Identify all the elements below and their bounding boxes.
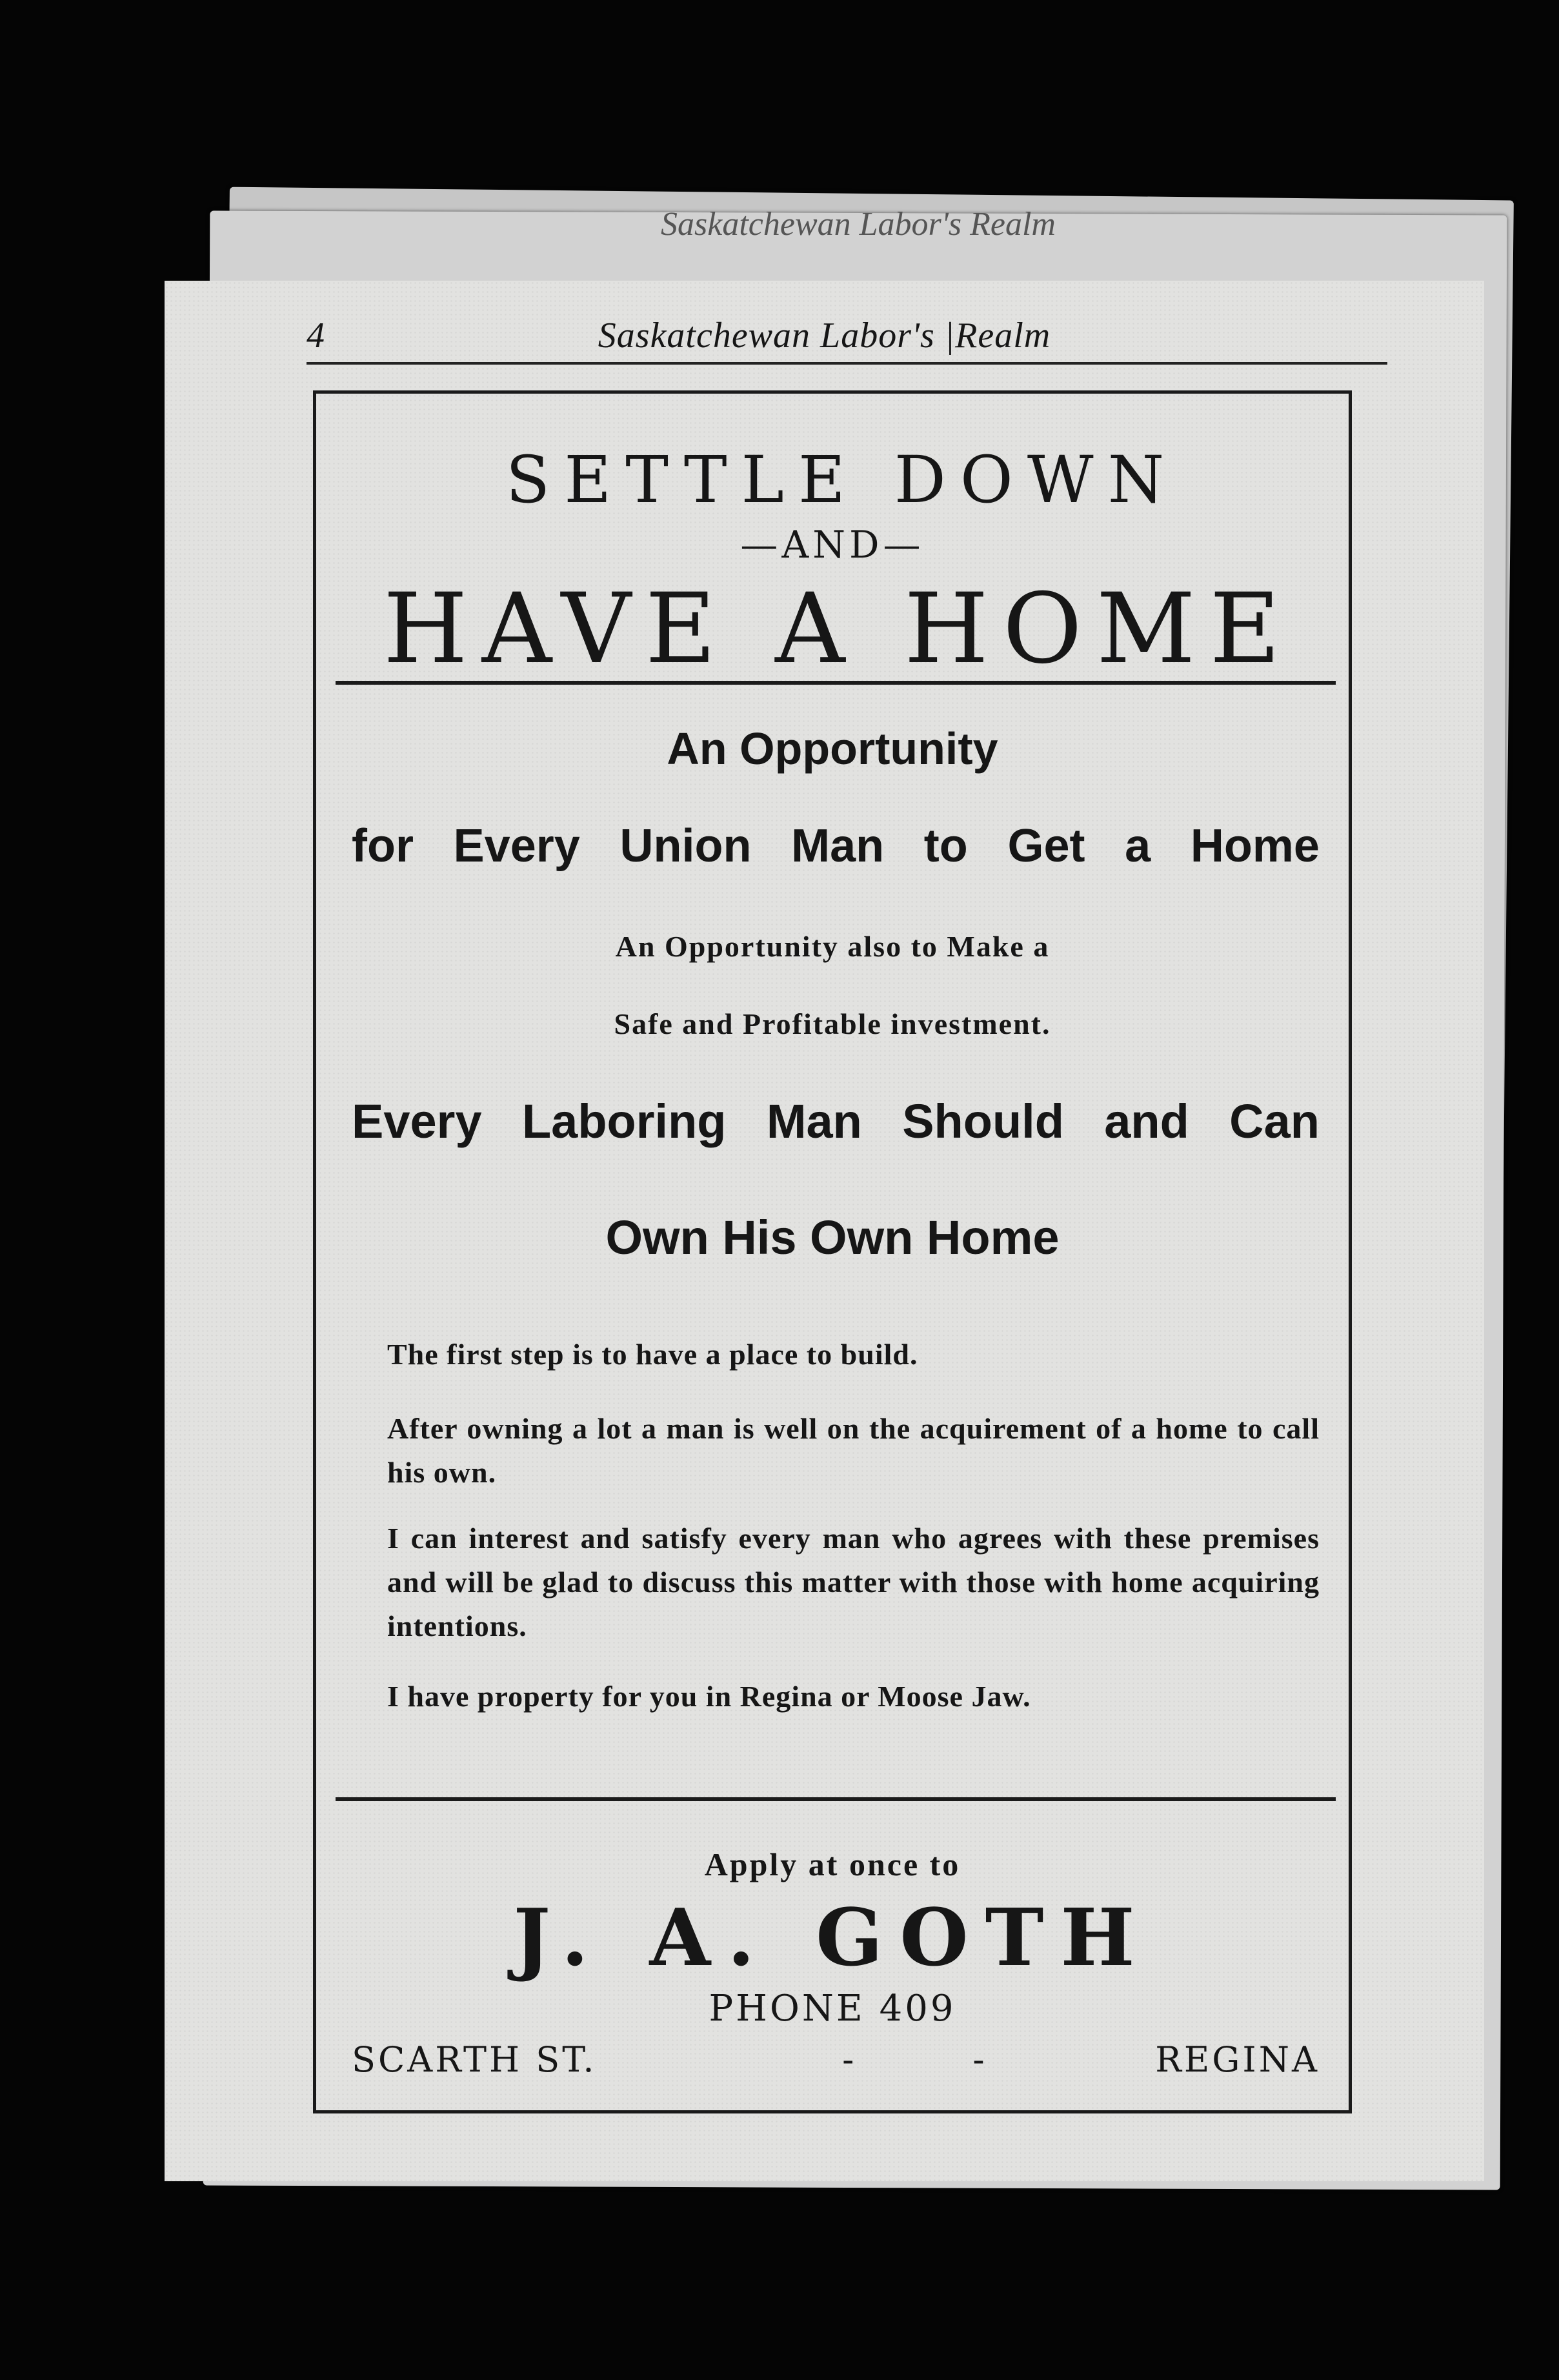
laboring-man-line [352,1094,1320,1149]
address-street: SCARTH ST. [352,2039,597,2080]
laboring-word: Laboring [521,1094,727,1148]
headline-have-a-home: HAVE A HOME [383,573,1295,685]
headline-and: —AND— [740,523,925,567]
opportunity-also-line: An Opportunity also to Make a [615,930,1050,963]
paragraph-text: I can interest and satisfy every man who agrees with these premises and will be glad to discuss this matter with those with home acquiring intentions. [387,1522,1320,1642]
background-page-header: Saskatchewan Labor's Realm [661,206,1056,243]
union-man-word: Home [1190,820,1320,872]
address-dash: - [842,2039,857,2080]
union-man-line [352,820,1320,872]
safe-profitable-line: Safe and Profitable investment. [614,1007,1051,1040]
body-paragraph [352,1407,1320,1495]
advertisement [313,390,1352,2113]
union-man-word: Union [619,820,752,872]
union-man-word: Man [791,820,885,872]
union-man-word: Every [453,820,580,872]
laboring-word: Every [352,1094,482,1148]
address-city: REGINA [1155,2039,1320,2080]
union-man-word: for [352,820,414,872]
own-home-line: Own His Own Home [605,1211,1060,1264]
union-man-word: a [1125,820,1151,872]
contact-rule [336,1797,1336,1801]
advertiser-name: J. A. GOTH [513,1891,1152,1984]
body-paragraph [352,1517,1320,1648]
journal-title: Saskatchewan Labor's |Realm [598,316,1051,356]
header-rule [307,362,1387,365]
union-man-word: Get [1007,820,1085,872]
body-paragraph [352,1675,1320,1719]
headline-rule [336,681,1336,685]
address-dash: - [972,2039,987,2080]
page-number: 4 [307,316,325,356]
laboring-word: and [1104,1094,1189,1148]
running-head [165,292,1484,363]
laboring-word: Can [1229,1094,1320,1148]
address-line [352,2039,1320,2080]
paragraph-text: I have property for you in Regina or Moose Jaw. [387,1680,1031,1713]
phone-number: PHONE 409 [709,1988,956,2030]
headline-settle-down: SETTLE DOWN [505,442,1179,518]
union-man-word: to [923,820,968,872]
laboring-word: Man [766,1094,862,1148]
paragraph-text: The first step is to have a place to build. [387,1338,918,1371]
body-paragraph [352,1333,1320,1377]
laboring-word: Should [902,1094,1064,1148]
apply-line: Apply at once to [704,1846,961,1882]
opportunity-heading: An Opportunity [667,723,998,774]
paragraph-text: After owning a lot a man is well on the acquirement of a home to call his own. [387,1412,1320,1489]
newspaper-page [165,281,1484,2181]
address-dashes [765,2039,987,2080]
